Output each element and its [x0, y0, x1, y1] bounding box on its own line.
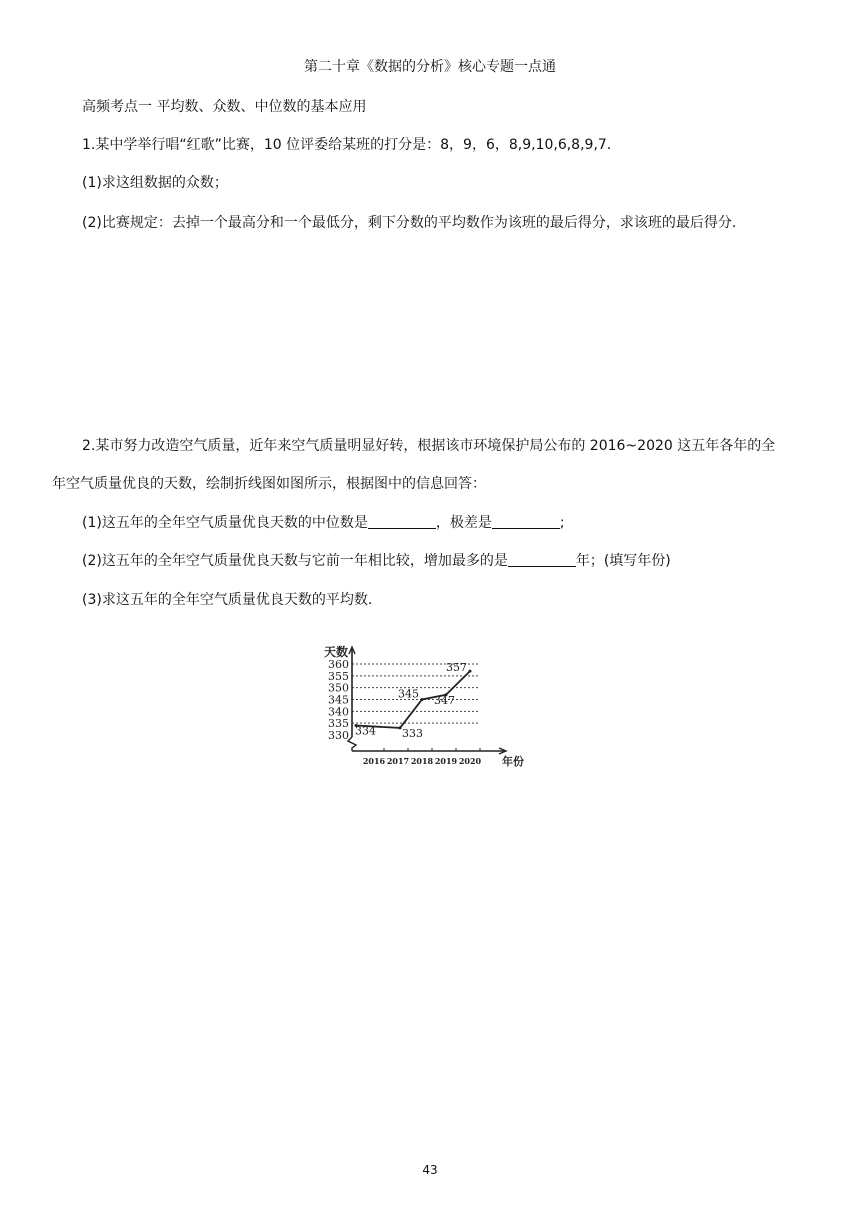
y-tick-label: 360: [328, 658, 349, 671]
y-tick-label: 350: [328, 681, 349, 695]
question-1-part-1: (1)求这组数据的众数；: [82, 175, 228, 191]
y-tick-label: 340: [328, 705, 349, 719]
data-label: 347: [434, 693, 455, 707]
x-tick-label: 2017: [386, 756, 410, 766]
x-tick-label: 2018: [410, 756, 434, 766]
q2-part2-text-b: 年；(填写年份): [575, 553, 671, 569]
q2-part1-text-b: ，极差是: [435, 515, 492, 531]
q2-part1-text-a: (1)这五年的全年空气质量优良天数的中位数是: [82, 515, 368, 531]
question-2-part-2: [82, 551, 671, 571]
question-2-part-1: [82, 513, 565, 533]
page-number: 43: [422, 1163, 438, 1177]
y-tick-label: 335: [328, 717, 349, 731]
chart-y-ticks: [328, 658, 349, 742]
q2-part1-text-c: ;: [559, 515, 565, 531]
question-2-stem-line-1: 2.某市努力改造空气质量，近年来空气质量明显好转，根据该市环境保护局公布的 2016~2020 这五年各年的全: [82, 438, 776, 454]
question-1-stem: 1.某中学举行唱“红歌”比赛，10 位评委给某班的打分是：8，9，6，8,9,10,6,8,9,7.: [82, 137, 612, 153]
answer-blank-range[interactable]: [492, 514, 560, 529]
answer-blank-median[interactable]: [368, 514, 436, 529]
chart-data-labels: [355, 661, 467, 740]
data-label: 333: [402, 726, 423, 740]
y-tick-label: 355: [328, 669, 349, 683]
data-label: 334: [355, 724, 376, 738]
x-tick-label: 2020: [458, 756, 482, 766]
y-axis-label: 天数: [324, 645, 349, 659]
x-tick-label: 2019: [434, 756, 458, 766]
question-1-part-2: (2)比赛规定：去掉一个最高分和一个最低分，剩下分数的平均数作为该班的最后得分，求该班的最后得分.: [82, 215, 737, 231]
question-2-part-3: (3)求这五年的全年空气质量优良天数的平均数.: [82, 592, 373, 608]
x-tick-label: 2016: [362, 756, 386, 766]
page-title: 第二十章《数据的分析》核心专题一点通: [304, 59, 556, 75]
data-point: [421, 698, 424, 701]
data-point: [469, 670, 472, 673]
y-axis-break: [348, 737, 356, 751]
y-tick-label: 345: [328, 693, 349, 707]
q2-part2-text-a: (2)这五年的全年空气质量优良天数与它前一年相比较，增加最多的是: [82, 553, 508, 569]
chart-axes: [348, 647, 506, 754]
question-2-stem-line-2: 年空气质量优良的天数，绘制折线图如图所示，根据图中的信息回答：: [52, 476, 486, 492]
y-tick-label: 330: [328, 729, 349, 742]
air-quality-line-chart: [318, 643, 524, 771]
section-heading: 高频考点一 平均数、众数、中位数的基本应用: [82, 99, 367, 115]
answer-blank-year[interactable]: [508, 552, 576, 567]
data-label: 357: [446, 661, 467, 675]
data-label: 345: [398, 687, 419, 701]
x-axis-label: 年份: [502, 755, 524, 768]
